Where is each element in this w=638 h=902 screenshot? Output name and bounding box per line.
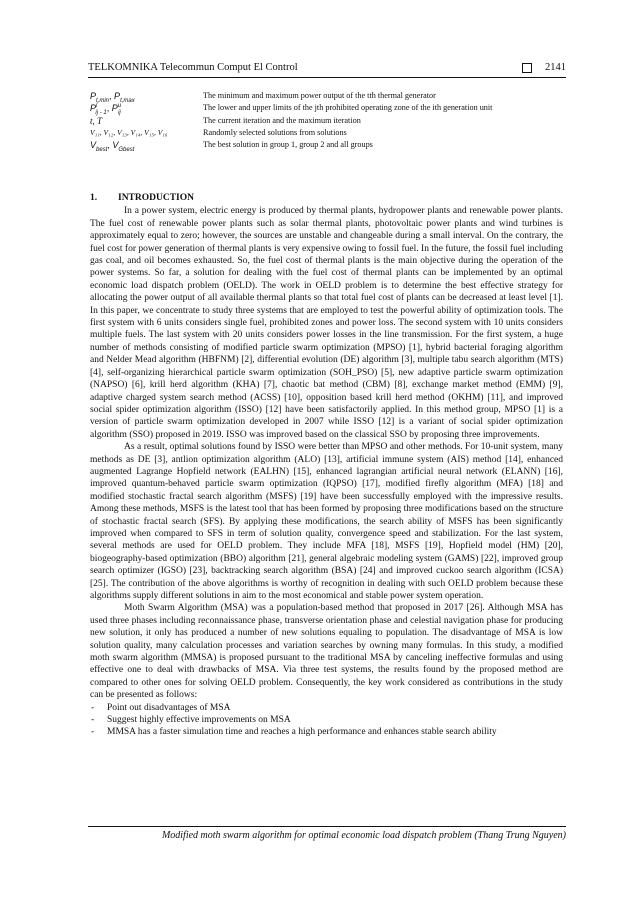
list-item: - Suggest highly effective improvements on MSA bbox=[90, 714, 563, 726]
checkbox-icon bbox=[522, 63, 532, 73]
paragraph: In a power system, electric energy is produced by thermal plants, hydropower plants and renewable power plants. The fuel cost of renewable power plants such as solar thermal plants, photovoltaic power plants and wind turbines is approximately equal to zero; however, the sources are unstable and changeable during a small interval. On the contrary, the fuel cost for power generation of thermal plants is very expensive owing to fossil fuel. In the future, the fossil fuel including gas coal, and oil becomes exhausted. So, the fuel cost of thermal plants is the main objective during the operation of the power systems. So far, a solution for dealing with the fuel cost of thermal plants can be implemented by an optimal economic load dispatch problem (OELD). The work in OELD problem is to determine the best effective strategy for allocating the power output of all available thermal plants so that total fuel cost of plants can be decreased at least level [1]. In this paper, we concentrate to study three systems that are employed to test the powerful ability of optimization tools. The first system with 6 units considers single fuel, prohibited zones and power loss. The second system with 10 units considers multiple fuels. The last system with 20 units considers power losses in the line transmission. For the first system, a huge number of methods consisting of modified particle swarm optimization (MPSO) [1], hybrid bacterial foraging algorithm and Nelder Mead algorithm (HBFNM) [2], differential evolution (DE) algorithm [3], multiple tabu search algorithm (MTS) [4], self-organizing hierarchical particle swarm optimization (SOH_PSO) [5], new adaptive particle swarm optimization (NAPSO) [6], krill herd algorithm (KHA) [7], chaotic bat method (CBM) [8], exchange market method (EMM) [9], adaptive charged system search method (ACSS) [10], opposition based krill herd method (OKHM) [11], and improved social spider optimization algorithm (ISSO) [12] have been satisfactorily applied. In this method group, MPSO [1] is a version of particle swarm optimization developed in 2007 while ISSO [12] is a variant of social spider optimization algorithm (SSO) proposed in 2019. ISSO was improved based on the classical SSO by proposing three improvements. bbox=[90, 206, 563, 440]
running-footer bbox=[88, 826, 566, 846]
paragraph: As a result, optimal solutions found by ISSO were better than MPSO and other methods. For 10-unit system, many methods as DE [3], antlion optimization algorithm (ALO) [13], artificial immune system (AIS) method [14], enhanced augmented Lagrange Hopfield network (EALHN) [15], enhanced lagrangian artificial neural network (ELANN) [16], improved quantum-behaved particle swarm optimization (IQPSO) [17], modified firefly algorithm (MFA) [18] and modified stochastic fractal search algorithm (MSFS) [19] have been successfully employed with the impressive results. Among these methods, MSFS is the latest tool that has been formed by proposing three modifications based on the structure of stochastic fractal search (SFS). By applying these modifications, the search ability of MSFS has been significantly improved when compared to SFS in term of solution quality, convergence speed and stabilization. For the last system, several methods are used for OELD problem. They include MFA [18], MSFS [19], Hopfield model (HM) [20], biogeography-based optimization (BBO) algorithm [21], general algebraic modeling system (GAMS) [22], improved group search optimizer (IGSO) [23], backtracking search algorithm (BSA) [24] and improved cuckoo search algorithm (ICSA) [25]. The contribution of the above algorithms is worthy of recognition in dealing with such OELD problem because these algorithms supply different solutions in aim to the most economical and stable power system operation. bbox=[90, 442, 563, 601]
nomenclature-row bbox=[90, 91, 560, 103]
nomenclature-description: The current iteration and the maximum iteration bbox=[203, 116, 361, 125]
page-number: 2141 bbox=[545, 62, 566, 73]
contribution-list bbox=[90, 702, 563, 739]
nomenclature-symbol: $P_{t,min}$, $P_{t,max}$ bbox=[90, 91, 135, 104]
journal-name: TELKOMNIKA Telecommun Comput El Control bbox=[88, 62, 298, 73]
section-number: 1. bbox=[90, 193, 98, 203]
footer-rule bbox=[88, 826, 566, 827]
nomenclature-symbol: V₁₁, V₁₂, V₁₃, V₁₄, V₁₅, V₁₆ bbox=[90, 128, 168, 137]
nomenclature-symbol: $P^l_{ij - 1}$, $P^u_{ij}$ bbox=[90, 103, 122, 116]
body-text bbox=[90, 192, 563, 739]
list-item: - Point out disadvantages of MSA bbox=[90, 702, 563, 714]
header-rule bbox=[88, 77, 566, 78]
nomenclature-row bbox=[90, 128, 560, 140]
running-header bbox=[88, 61, 566, 77]
nomenclature-description: Randomly selected solutions from solutions bbox=[203, 128, 347, 137]
nomenclature-description: The lower and upper limits of the jth prohibited operating zone of the ith generation unit bbox=[203, 103, 493, 112]
nomenclature-row bbox=[90, 140, 560, 152]
nomenclature-symbol: t, T bbox=[90, 116, 103, 126]
nomenclature-description: The best solution in group 1, group 2 and all groups bbox=[203, 140, 373, 149]
nomenclature-row bbox=[90, 116, 560, 128]
paragraph: Moth Swarm Algorithm (MSA) was a population-based method that proposed in 2017 [26]. Although MSA has used three phases including reconnaissance phase, transverse orientation phase and celestial navigation phase for producing new solution, it only has produced a number of new solutions equaling to population. The disadvantage of MSA is low solution quality, many calculation processes and variation searches by owning many formulas. In this study, a modified moth swarm algorithm (MMSA) is proposed pursuant to the traditional MSA by canceling ineffective formulas and using effective one to deal with drawbacks of MSA. Via three test systems, the results found by the proposed method are compared to other ones for solving OELD problem. Consequently, the key work considered as contributions in the study can be presented as follows: bbox=[90, 603, 563, 701]
section-title: INTRODUCTION bbox=[118, 193, 195, 203]
section-heading bbox=[90, 192, 563, 204]
footer-title: Modified moth swarm algorithm for optimal economic load dispatch problem (Thang Trung Nguyen) bbox=[161, 830, 566, 841]
list-item: - MMSA has a faster simulation time and reaches a high performance and enhances stable search ability bbox=[90, 726, 563, 738]
nomenclature-description: The minimum and maximum power output of the tth thermal generator bbox=[203, 91, 436, 100]
nomenclature-symbol: $V_{best}$, $V_{Gbest}$ bbox=[90, 140, 135, 153]
nomenclature-row bbox=[90, 103, 560, 116]
nomenclature-table bbox=[90, 91, 560, 152]
